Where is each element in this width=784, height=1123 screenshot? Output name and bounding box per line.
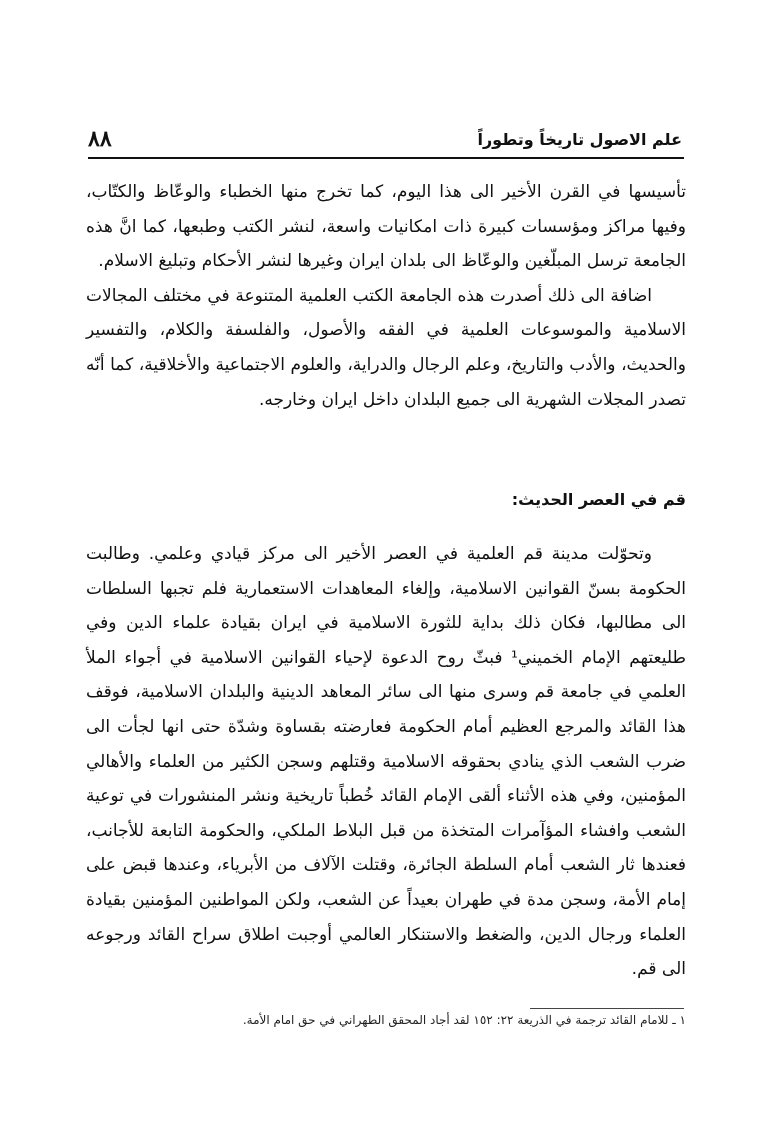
footnote-rule — [530, 1008, 684, 1009]
paragraph: اضافة الى ذلك أصدرت هذه الجامعة الكتب العلمية المتنوعة في مختلف المجالات الاسلامية والموسوعات العلمية في الفقه والأصول، والفلسفة والكلام، والتفسير والحديث، والأدب والتاريخ، وعلم الرجال والدراية، والعلوم الاجتماعية والأخلاقية، كما أنّه تصدر المجلات الشهرية الى جميع البلدان داخل ايران وخارجه. — [86, 285, 686, 410]
page-header — [88, 126, 682, 156]
paragraph: وتحوّلت مدينة قم العلمية في العصر الأخير الى مركز قيادي وعلمي. وطالبت الحكومة بسنّ القوانين الاسلامية، وإلغاء المعاهدات الاستعمارية فلم تجبها السلطات الى مطالبها، فكان ذلك بداية للثورة الاسلامية في ايران بقيادة علماء الدين وفي طليعتهم الإمام الخميني¹ فبثّ روح الدعوة لإحياء القوانين الاسلامية في أجواء الملأ العلمي في جامعة قم وسرى منها الى سائر المعاهد الدينية والبلدان الاسلامية، فوقف هذا القائد والمرجع العظيم أمام الحكومة فعارضته بقساوة وشدّة حتى انها لجأت الى ضرب الشعب الذي ينادي بحقوقه الاسلامية وقتلهم وسجن الكثير من العلماء والأهالي المؤمنين، وفي هذه الأثناء ألقى الإمام القائد خُطباً تاريخية ونشر المنشورات في توعية الشعب وافشاء المؤآمرات المتخذة من قبل البلاط الملكي، والحكومة التابعة للأجانب، فعندها ثار الشعب أمام السلطة الجائرة، وقتلت الآلاف من الأبرياء، وعندها قبض على إمام الأمة، وسجن مدة في طهران بعيداً عن الشعب، ولكن المواطنين المؤمنين بقيادة العلماء ورجال الدين، والضغط والاستنكار العالمي أوجبت اطلاق سراح القائد ورجوعه الى قم. — [86, 544, 686, 980]
section-heading: قم في العصر الحديث: — [511, 490, 686, 509]
text-block-2 — [86, 537, 686, 987]
running-title: علم الاصول تاريخاً وتطوراً — [477, 130, 682, 149]
page-number: ٨٨ — [88, 126, 112, 152]
footnote: ١ ـ للامام القائد ترجمة في الذريعة ٢٢: ١٥٢ لقد أجاد المحقق الطهراني في حق امام الأمة. — [242, 1013, 686, 1027]
header-rule — [88, 157, 684, 159]
paragraph: تأسيسها في القرن الأخير الى هذا اليوم، كما تخرج منها الخطباء والوعّاظ والكتّاب، وفيها مراكز ومؤسسات كبيرة ذات امكانيات واسعة، لنشر الكتب وطبعها، كما انَّ هذه الجامعة ترسل المبلّغين والوعّاظ الى بلدان ايران وغيرها لنشر الأحكام وتبليغ الاسلام. — [86, 182, 686, 272]
text-block-1 — [86, 175, 686, 417]
